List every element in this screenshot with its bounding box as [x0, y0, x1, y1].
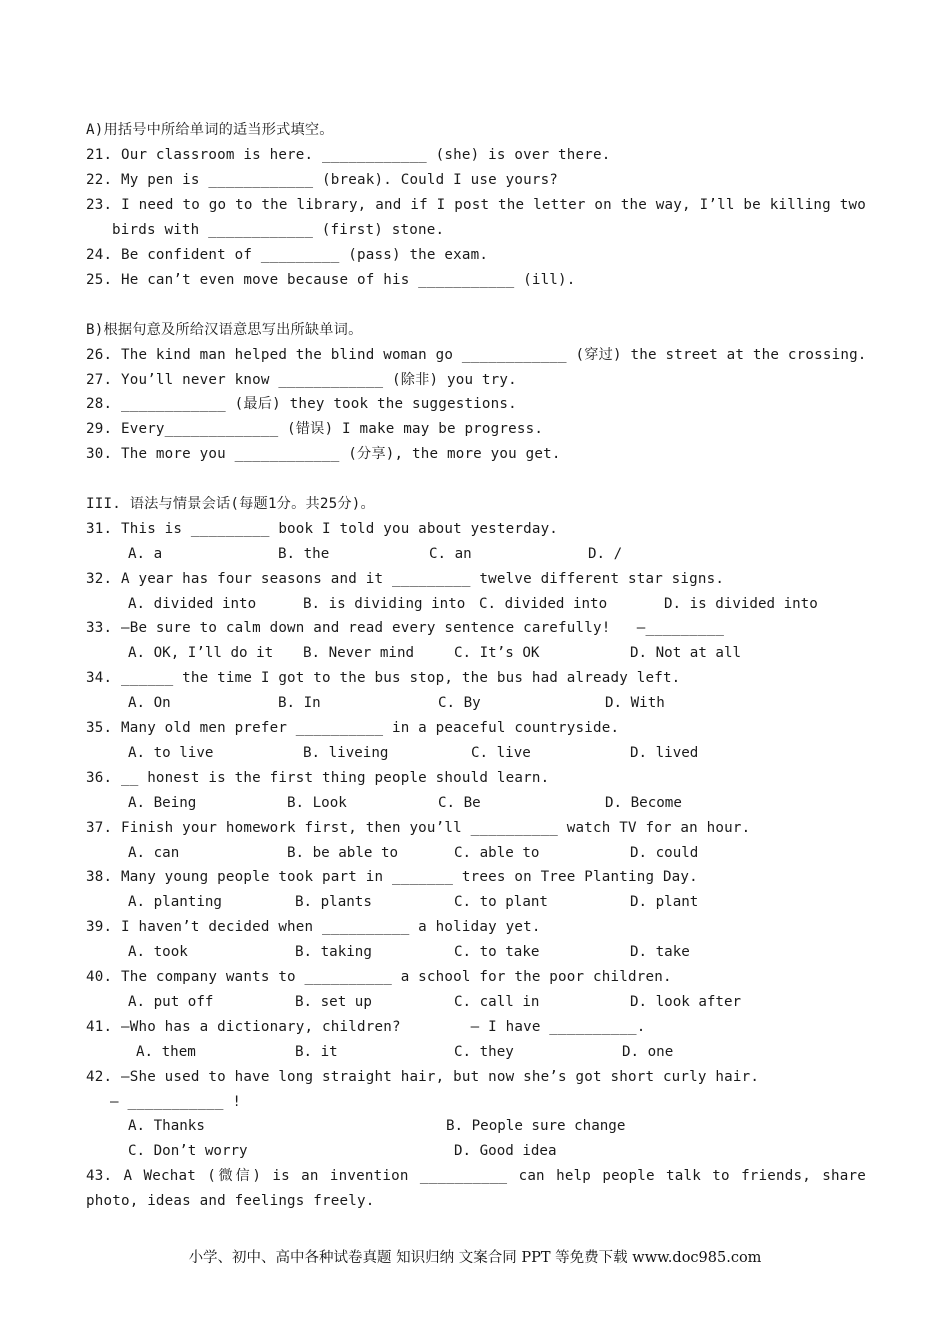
option-c: C. divided into — [479, 596, 608, 612]
question-43: 43. A Wechat (微信) is an invention __________ can help people talk to friends, share — [86, 1168, 866, 1184]
page-footer: 小学、初中、高中各种试卷真题 知识归纳 文案合同 PPT 等免费下载 www.doc985.com — [188, 1250, 762, 1266]
option-c: C. able to — [454, 845, 540, 861]
question-29: 29. Every_____________ (错误) I make may be progress. — [86, 421, 544, 437]
option-b: B. the — [278, 546, 330, 562]
section-a-heading: A)用括号中所给单词的适当形式填空。 — [86, 122, 334, 138]
question-32-options — [128, 594, 866, 614]
section-3-heading: III. 语法与情景会话(每题1分。共25分)。 — [86, 496, 375, 512]
question-36: 36. __ honest is the first thing people should learn. — [86, 770, 550, 786]
question-34: 34. ______ the time I got to the bus stop, the bus had already left. — [86, 670, 681, 686]
option-d: D. / — [588, 546, 623, 562]
question-31-options — [128, 544, 866, 564]
question-42-options-row1 — [128, 1116, 866, 1136]
question-42-reply: — ___________ ! — [110, 1094, 242, 1110]
question-36-options — [128, 793, 866, 813]
option-c: C. call in — [454, 994, 540, 1010]
section-b-heading: B)根据句意及所给汉语意思写出所缺单词。 — [86, 322, 363, 338]
question-37-options — [128, 843, 866, 863]
question-32: 32. A year has four seasons and it _________ twelve different star signs. — [86, 571, 725, 587]
option-c: C. they — [454, 1044, 514, 1060]
option-a: A. Being — [128, 795, 197, 811]
question-35-options — [128, 743, 866, 763]
question-42-options-row2 — [128, 1141, 866, 1161]
question-40-options — [128, 992, 866, 1012]
question-21: 21. Our classroom is here. ____________ (she) is over there. — [86, 147, 611, 163]
question-33: 33. —Be sure to calm down and read every sentence carefully! —_________ — [86, 620, 725, 636]
question-34-options — [128, 693, 866, 713]
option-c: C. to plant — [454, 894, 548, 910]
option-d: D. take — [630, 944, 690, 960]
option-b: B. In — [278, 695, 321, 711]
option-a: A. planting — [128, 894, 222, 910]
question-25: 25. He can’t even move because of his ___________ (ill). — [86, 272, 576, 288]
option-a: A. On — [128, 695, 171, 711]
question-30: 30. The more you ____________ (分享), the more you get. — [86, 446, 561, 462]
question-42: 42. —She used to have long straight hair, but now she’s got short curly hair. — [86, 1069, 760, 1085]
option-a: A. can — [128, 845, 180, 861]
option-c: C. to take — [454, 944, 540, 960]
option-b: B. Look — [287, 795, 347, 811]
option-a: A. OK, I’ll do it — [128, 645, 274, 661]
option-c: C. Be — [438, 795, 481, 811]
question-38: 38. Many young people took part in _______ trees on Tree Planting Day. — [86, 869, 698, 885]
option-d: D. Become — [605, 795, 682, 811]
option-d: D. look after — [630, 994, 742, 1010]
option-b: B. Never mind — [303, 645, 415, 661]
question-22: 22. My pen is ____________ (break). Could I use yours? — [86, 172, 559, 188]
option-d: D. plant — [630, 894, 699, 910]
option-b: B. taking — [295, 944, 372, 960]
option-a: A. to live — [128, 745, 214, 761]
question-35: 35. Many old men prefer __________ in a peaceful countryside. — [86, 720, 620, 736]
option-c: C. Don’t worry — [128, 1143, 248, 1159]
option-b: B. it — [295, 1044, 338, 1060]
question-41: 41. —Who has a dictionary, children? — I have __________. — [86, 1019, 646, 1035]
option-c: C. By — [438, 695, 481, 711]
option-b: B. set up — [295, 994, 372, 1010]
option-b: B. is dividing into — [303, 596, 466, 612]
option-d: D. Good idea — [454, 1143, 557, 1159]
question-27: 27. You’ll never know ____________ (除非) you try. — [86, 372, 517, 388]
question-23-cont: birds with ____________ (first) stone. — [112, 222, 445, 238]
option-a: A. divided into — [128, 596, 257, 612]
question-39-options — [128, 942, 866, 962]
question-40: 40. The company wants to __________ a school for the poor children. — [86, 969, 672, 985]
question-38-options — [128, 892, 866, 912]
question-23: 23. I need to go to the library, and if I post the letter on the way, I’ll be killing two — [86, 197, 866, 213]
question-33-options — [128, 643, 866, 663]
option-a: A. took — [128, 944, 188, 960]
option-b: B. liveing — [303, 745, 389, 761]
option-a: A. a — [128, 546, 163, 562]
option-d: D. lived — [630, 745, 699, 761]
option-b: B. plants — [295, 894, 372, 910]
question-43-cont: photo, ideas and feelings freely. — [86, 1193, 375, 1209]
option-b: B. be able to — [287, 845, 399, 861]
question-37: 37. Finish your homework first, then you’ll __________ watch TV for an hour. — [86, 820, 751, 836]
option-a: A. Thanks — [128, 1118, 205, 1134]
option-a: A. them — [136, 1044, 196, 1060]
option-c: C. live — [471, 745, 531, 761]
option-d: D. could — [630, 845, 699, 861]
option-d: D. one — [622, 1044, 674, 1060]
option-c: C. an — [429, 546, 472, 562]
option-d: D. is divided into — [664, 596, 818, 612]
option-d: D. Not at all — [630, 645, 742, 661]
question-41-options — [136, 1042, 866, 1062]
option-d: D. With — [605, 695, 665, 711]
question-24: 24. Be confident of _________ (pass) the exam. — [86, 247, 489, 263]
option-b: B. People sure change — [446, 1118, 626, 1134]
question-31: 31. This is _________ book I told you about yesterday. — [86, 521, 559, 537]
option-a: A. put off — [128, 994, 214, 1010]
option-c: C. It’s OK — [454, 645, 540, 661]
question-28: 28. ____________ (最后) they took the suggestions. — [86, 396, 517, 412]
question-39: 39. I haven’t decided when __________ a holiday yet. — [86, 919, 541, 935]
question-26: 26. The kind man helped the blind woman go ____________ (穿过) the street at the crossing. — [86, 347, 867, 363]
